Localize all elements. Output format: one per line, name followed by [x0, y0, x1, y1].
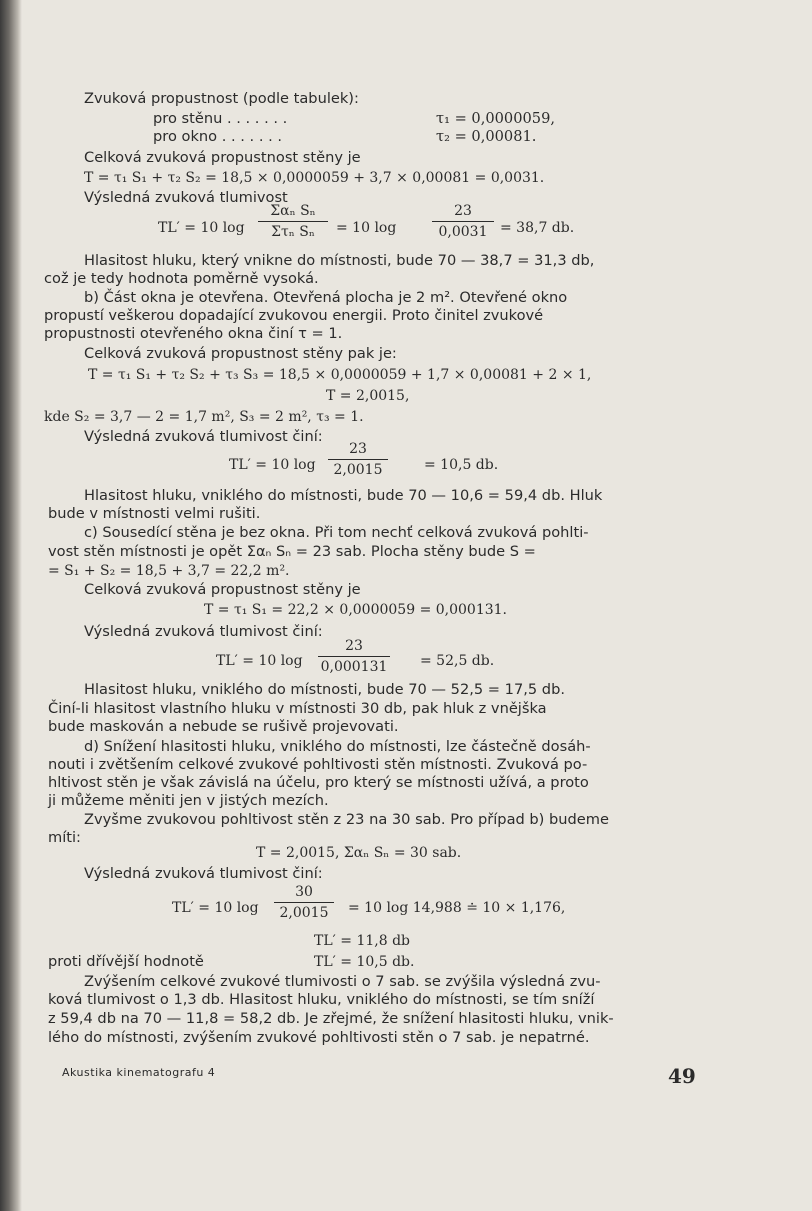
equation-line: kde S₂ = 3,7 — 2 = 1,7 m², S₃ = 2 m², τ₃ = 1.: [44, 409, 364, 425]
text-line: d) Snížení hlasitosti hluku, vniklého do místnosti, lze částečně dosáh-: [84, 738, 591, 755]
equation-line: = S₁ + S₂ = 18,5 + 3,7 = 22,2 m².: [48, 563, 290, 579]
equation-line: T = 2,0015,: [326, 388, 410, 404]
equation-line: TL′ = 11,8 db: [314, 933, 410, 949]
eq1-f2-denominator: 0,0031: [438, 224, 488, 240]
eq1-mid: = 10 log: [336, 220, 397, 236]
text-line: Celková zvuková propustnost stěny je: [84, 149, 361, 166]
equation-line: TL′ = 10,5 db.: [314, 954, 415, 970]
text-line: pro okno . . . . . . .: [153, 128, 283, 145]
text-line: Výsledná zvuková tlumivost činí:: [84, 623, 323, 640]
text-line: Výsledná zvuková tlumivost činí:: [84, 865, 323, 882]
equation-line: T = τ₁ S₁ + τ₂ S₂ + τ₃ S₃ = 18,5 × 0,0000059 + 1,7 × 0,00081 + 2 × 1,: [88, 367, 592, 383]
text-line: b) Část okna je otevřena. Otevřená plocha je 2 m². Otevřené okno: [84, 289, 568, 306]
eq4-lhs: TL′ = 10 log: [172, 900, 259, 916]
eq3-numerator: 23: [345, 638, 363, 654]
text-line: Činí-li hlasitost vlastního hluku v místnosti 30 db, pak hluk z vnějška: [48, 700, 547, 717]
eq1-f1-denominator: Στₙ Sₙ: [271, 224, 315, 240]
text-line: propustí veškerou dopadající zvukovou energii. Proto činitel zvukové: [44, 307, 544, 324]
eq4-numerator: 30: [295, 884, 313, 900]
eq2-rhs: = 10,5 db.: [424, 457, 499, 473]
text-line: Celková zvuková propustnost stěny pak je:: [84, 345, 397, 362]
page-number: 49: [668, 1064, 696, 1088]
text-line: což je tedy hodnota poměrně vysoká.: [44, 270, 319, 287]
eq2-denominator: 2,0015: [333, 462, 383, 478]
text-line: Zvýšením celkové zvukové tlumivosti o 7 sab. se zvýšila výsledná zvu-: [84, 973, 601, 990]
text-line: ji můžeme měniti jen v jistých mezích.: [48, 792, 329, 809]
eq2-fraction: [328, 441, 388, 478]
text-line: τ₂ = 0,00081.: [436, 128, 537, 145]
eq4-rhs: = 10 log 14,988 ≐ 10 × 1,176,: [348, 900, 566, 916]
text-line: vost stěn místnosti je opět Σαₙ Sₙ = 23 sab. Plocha stěny bude S =: [48, 543, 536, 560]
text-line: τ₁ = 0,0000059,: [436, 110, 555, 127]
equation-line: T = τ₁ S₁ = 22,2 × 0,0000059 = 0,000131.: [204, 602, 508, 618]
text-line: hltivost stěn je však závislá na účelu, pro který se místnosti užívá, a proto: [48, 774, 589, 791]
text-line: Výsledná zvuková tlumivost činí:: [84, 428, 323, 445]
eq1-rhs: = 38,7 db.: [500, 220, 575, 236]
text-line: Zvuková propustnost (podle tabulek):: [84, 90, 359, 107]
eq3-rhs: = 52,5 db.: [420, 653, 495, 669]
eq4-denominator: 2,0015: [279, 905, 329, 921]
text-line: ková tlumivost o 1,3 db. Hlasitost hluku, vniklého do místnosti, se tím sníží: [48, 991, 595, 1008]
eq2-lhs: TL′ = 10 log: [229, 457, 316, 473]
text-line: míti:: [48, 829, 81, 846]
eq1-fraction-2: [432, 203, 494, 240]
eq1-f2-numerator: 23: [454, 203, 472, 219]
eq3-fraction: [318, 638, 390, 675]
text-line: nouti i zvětšením celkové zvukové pohltivosti stěn místnosti. Zvuková po-: [48, 756, 588, 773]
text-line: Výsledná zvuková tlumivost: [84, 189, 288, 206]
eq3-denominator: 0,000131: [320, 659, 388, 675]
eq1-lhs: TL′ = 10 log: [158, 220, 245, 236]
eq1-fraction-1: [258, 203, 328, 240]
text-line: Celková zvuková propustnost stěny je: [84, 581, 361, 598]
equation-line: T = τ₁ S₁ + τ₂ S₂ = 18,5 × 0,0000059 + 3,7 × 0,00081 = 0,0031.: [84, 170, 545, 186]
eq2-numerator: 23: [349, 441, 367, 457]
text-line: Hlasitost hluku, vniklého do místnosti, bude 70 — 10,6 = 59,4 db. Hluk: [84, 487, 603, 504]
text-line: Zvyšme zvukovou pohltivost stěn z 23 na 30 sab. Pro případ b) budeme: [84, 811, 609, 828]
text-line: bude maskován a nebude se rušivě projevovati.: [48, 718, 399, 735]
text-line: propustnosti otevřeného okna činí τ = 1.: [44, 325, 343, 342]
page-footer: Akustika kinematografu 4: [62, 1066, 216, 1079]
eq4-fraction: [274, 884, 334, 921]
eq3-lhs: TL′ = 10 log: [216, 653, 303, 669]
eq1-f1-numerator: Σαₙ Sₙ: [270, 203, 316, 219]
text-line: Hlasitost hluku, který vnikne do místnosti, bude 70 — 38,7 = 31,3 db,: [84, 252, 595, 269]
text-line: c) Sousedící stěna je bez okna. Při tom nechť celková zvuková pohlti-: [84, 524, 589, 541]
text-line: pro stěnu . . . . . . .: [153, 110, 288, 127]
text-line: bude v místnosti velmi rušiti.: [48, 505, 261, 522]
text-line: proti dřívější hodnotě: [48, 953, 204, 970]
text-line: z 59,4 db na 70 — 11,8 = 58,2 db. Je zřejmé, že snížení hlasitosti hluku, vnik-: [48, 1010, 614, 1027]
text-line: Hlasitost hluku, vniklého do místnosti, bude 70 — 52,5 = 17,5 db.: [84, 681, 565, 698]
equation-line: T = 2,0015, Σαₙ Sₙ = 30 sab.: [256, 845, 462, 861]
text-line: lého do místnosti, zvýšením zvukové pohltivosti stěn o 7 sab. je nepatrné.: [48, 1029, 590, 1046]
